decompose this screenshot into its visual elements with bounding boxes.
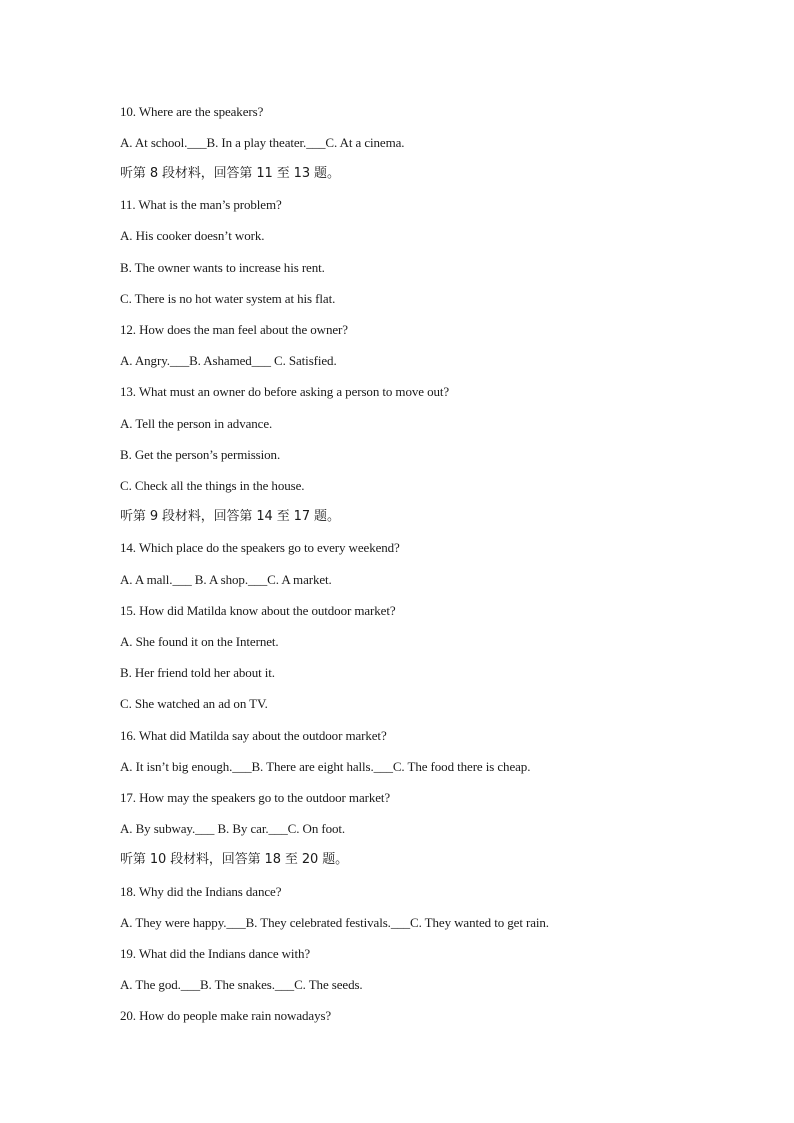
question-15-option-b: B. Her friend told her about it.	[120, 665, 275, 680]
question-20: 20. How do people make rain nowadays?	[120, 1008, 332, 1023]
question-15-option-c: C. She watched an ad on TV.	[120, 696, 268, 711]
question-15: 15. How did Matilda know about the outdoor market?	[120, 603, 396, 618]
question-13-option-a: A. Tell the person in advance.	[120, 416, 273, 431]
question-16: 16. What did Matilda say about the outdoor market?	[120, 728, 387, 743]
question-19: 19. What did the Indians dance with?	[120, 946, 311, 961]
question-13: 13. What must an owner do before asking a person to move out?	[120, 384, 450, 399]
question-17: 17. How may the speakers go to the outdoor market?	[120, 790, 391, 805]
question-16-options: A. It isn’t big enough.___B. There are eight halls.___C. The food there is cheap.	[120, 759, 531, 774]
question-12-options: A. Angry.___B. Ashamed___ C. Satisfied.	[120, 353, 337, 368]
question-11-option-b: B. The owner wants to increase his rent.	[120, 260, 325, 275]
question-13-option-b: B. Get the person’s permission.	[120, 447, 281, 462]
question-18: 18. Why did the Indians dance?	[120, 884, 282, 899]
question-14: 14. Which place do the speakers go to every weekend?	[120, 540, 400, 555]
section-9-instruction: 听第 9 段材料，回答第 14 至 17 题。	[120, 509, 340, 524]
question-11-option-c: C. There is no hot water system at his flat.	[120, 291, 336, 306]
question-14-options: A. A mall.___ B. A shop.___C. A market.	[120, 572, 332, 587]
section-10-instruction: 听第 10 段材料，回答第 18 至 20 题。	[120, 852, 349, 867]
question-10: 10. Where are the speakers?	[120, 104, 264, 119]
question-18-options: A. They were happy.___B. They celebrated festivals.___C. They wanted to get rain.	[120, 915, 549, 930]
section-8-instruction: 听第 8 段材料，回答第 11 至 13 题。	[120, 166, 340, 181]
question-13-option-c: C. Check all the things in the house.	[120, 478, 305, 493]
question-17-options: A. By subway.___ B. By car.___C. On foot.	[120, 821, 346, 836]
question-19-options: A. The god.___B. The snakes.___C. The seeds.	[120, 977, 363, 992]
question-12: 12. How does the man feel about the owner?	[120, 322, 348, 337]
question-11-option-a: A. His cooker doesn’t work.	[120, 228, 265, 243]
question-15-option-a: A. She found it on the Internet.	[120, 634, 279, 649]
question-11: 11. What is the man’s problem?	[120, 197, 282, 212]
question-10-options: A. At school.___B. In a play theater.___C. At a cinema.	[120, 135, 405, 150]
